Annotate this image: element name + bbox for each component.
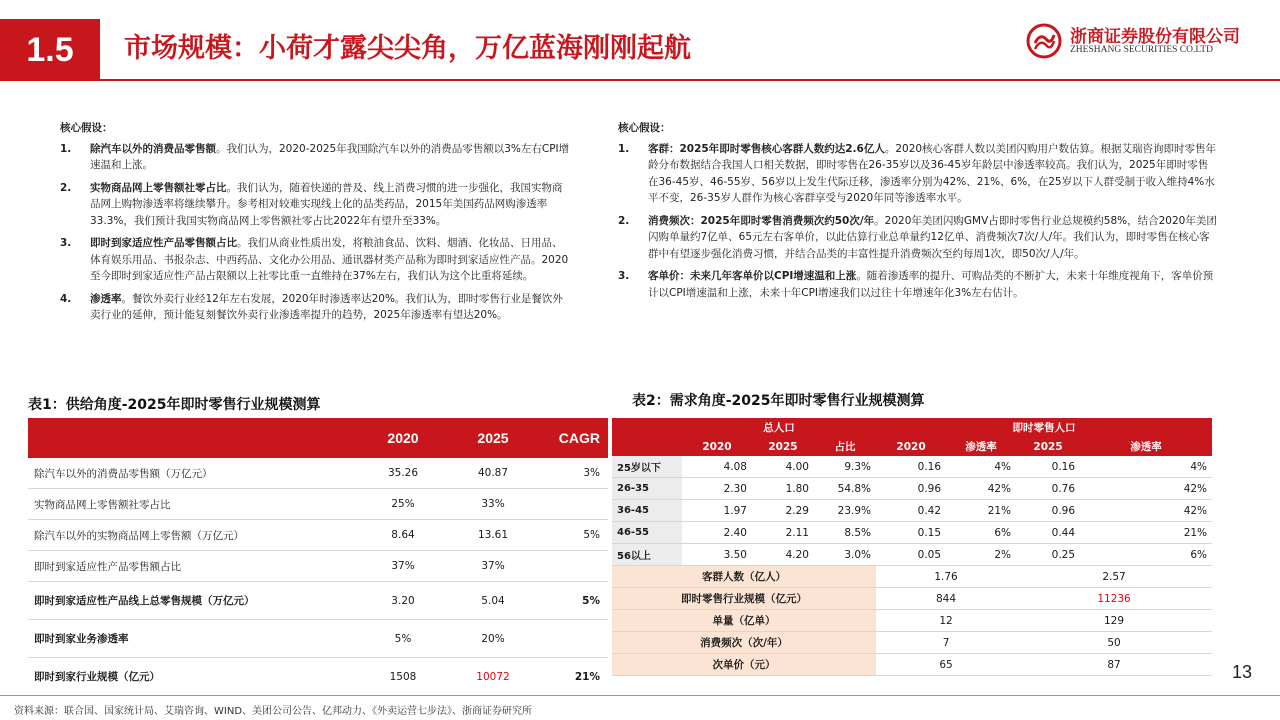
column-header: 占比 (814, 437, 876, 456)
column-header: 2025 (448, 418, 538, 458)
column-header (612, 437, 682, 456)
supply-side-table (28, 418, 608, 696)
list-item: 4. 渗透率。餐饮外卖行业经12年左右发展，2020年时渗透率达20%。我们认为，即时零售行业是餐饮外卖行业的延伸，预计能复刻餐饮外卖行业渗透率提升的趋势，2025年渗透率有望达20%。 (60, 292, 563, 321)
table-row: 即时到家适应性产品零售额占比 37% 37% (28, 551, 608, 582)
table1-caption: 表1：供给角度-2025年即时零售行业规模测算 (28, 397, 321, 413)
page-number: 13 (1232, 662, 1253, 682)
right-assumptions (618, 120, 1218, 307)
assumption-list (618, 141, 1218, 302)
table-row: 36-45 1.97 2.29 23.9% 0.42 21% 0.96 42% (612, 500, 1212, 522)
column-header: 2025 (1016, 437, 1080, 456)
table-row: 即时到家适应性产品线上总零售规模（万亿元） 3.20 5.04 5% (28, 582, 608, 620)
table-row: 即时到家行业规模（亿元） 1508 10072 21% (28, 658, 608, 696)
column-header (28, 418, 358, 458)
header-divider (100, 79, 1280, 81)
assumption-list (60, 141, 570, 324)
list-item: 1. 客群：2025年即时零售核心客群人数约达2.6亿人。2020核心客群人数以美团闪购用户数估算。根据艾瑞咨询即时零售年龄分布数据结合我国人口相关数据，即时零售在26-35岁以及36-45岁年龄层中渗透率较高。我们认为，2025年即时零售在36-45岁、46-55岁、56岁以上发生代际迁移，渗透率分别为42%、21%、6%，在25岁以下人群受制于收入维持4%水平不变，26-35岁人群作为核心客群享受与2020年同等渗透率水平。 (618, 142, 1217, 204)
table-header-row (612, 437, 1212, 456)
table-row: 25岁以下 4.08 4.00 9.3% 0.16 4% 0.16 4% (612, 456, 1212, 478)
logo-company-name-en: ZHESHANG SECURITIES CO.LTD (1070, 45, 1213, 55)
list-item: 2. 消费频次：2025年即时零售消费频次约50次/年。2020年美团闪购GMV占即时零售行业总规模约58%，结合2020年美团闪购单量约7亿单、65元左右客单价，以此估算行业总单量约12亿单、消费频次7次/人/年。我们认为，即时零售在核心客群中有望逐步强化消费习惯，并结合品类的丰富性提升消费频次至约每周1次，即50次/人/年。 (618, 214, 1217, 260)
table2-caption: 表2：需求角度-2025年即时零售行业规模测算 (632, 393, 925, 409)
column-header: 2020 (682, 437, 752, 456)
footer-divider (0, 695, 1280, 696)
assumptions-heading: 核心假设： (618, 122, 671, 134)
table-row: 46-55 2.40 2.11 8.5% 0.15 6% 0.44 21% (612, 522, 1212, 544)
column-header: CAGR (538, 418, 608, 458)
column-header (612, 418, 682, 437)
column-header: 2020 (876, 437, 946, 456)
summary-row: 即时零售行业规模（亿元） 844 11236 (612, 588, 1212, 610)
company-logo (1026, 21, 1256, 61)
list-item: 2. 实物商品网上零售额社零占比。我们认为，随着快递的普及、线上消费习惯的进一步强化，我国实物商品网上购物渗透率将继续攀升。参考相对较难实现线上化的品类药品，2015年美国药品网购渗透率33.3%，我们预计我国实物商品网上零售额社零占比2022年有望升至33%。 (60, 181, 563, 227)
list-item: 3. 客单价：未来几年客单价以CPI增速温和上涨。随着渗透率的提升、可购品类的不断扩大，未来十年维度视角下，客单价预计以CPI增速温和上涨，未来十年CPI增速我们以过往十年增速年化3%左右估计。 (618, 270, 1214, 299)
summary-row: 次单价（元） 65 87 (612, 654, 1212, 676)
column-header: 2020 (358, 418, 448, 458)
column-header: 2025 (752, 437, 814, 456)
section-number: 1.5 (0, 19, 100, 81)
demand-side-table (612, 418, 1212, 676)
left-assumptions (60, 120, 570, 330)
table-row: 56以上 3.50 4.20 3.0% 0.05 2% 0.25 6% (612, 544, 1212, 566)
summary-row: 客群人数（亿人） 1.76 2.57 (612, 566, 1212, 588)
list-item: 1. 除汽车以外的消费品零售额。我们认为，2020-2025年我国除汽车以外的消费品零售额以3%左右CPI增速温和上涨。 (60, 142, 570, 171)
column-group-header: 即时零售人口 (876, 418, 1212, 437)
table-row: 实物商品网上零售额社零占比 25% 33% (28, 489, 608, 520)
table-row: 除汽车以外的消费品零售额（万亿元） 35.26 40.87 3% (28, 458, 608, 489)
summary-row: 消费频次（次/年） 7 50 (612, 632, 1212, 654)
column-header: 渗透率 (1080, 437, 1212, 456)
table-row: 除汽车以外的实物商品网上零售额（万亿元） 8.64 13.61 5% (28, 520, 608, 551)
source-note: 资料来源：联合国、国家统计局、艾瑞咨询、WIND、美团公司公告、亿邦动力、《外卖运营七步法》、浙商证券研究所 (14, 706, 533, 717)
column-header: 渗透率 (946, 437, 1016, 456)
table-group-header-row (612, 418, 1212, 437)
column-group-header: 总人口 (682, 418, 876, 437)
assumptions-heading: 核心假设： (60, 122, 113, 134)
table-header-row (28, 418, 608, 458)
logo-company-name: 浙商证券股份有限公司 (1070, 27, 1240, 47)
table-row: 26-35 2.30 1.80 54.8% 0.96 42% 0.76 42% (612, 478, 1212, 500)
list-item: 3. 即时到家适应性产品零售额占比。我们从商业性质出发，将粮油食品、饮料、烟酒、化妆品、日用品、体育娱乐用品、书报杂志、中西药品、文化办公用品、通讯器材类产品称为即时到家适应性产品。2020至今即时到家适应性产品占限额以上社零比重一直维持在37%左右，我们认为这个比重将延续。 (60, 237, 569, 282)
table-row: 即时到家业务渗透率 5% 20% (28, 620, 608, 658)
zheshang-logo-icon (1026, 23, 1062, 59)
summary-row: 单量（亿单） 12 129 (612, 610, 1212, 632)
page-title: 市场规模：小荷才露尖尖角，万亿蓝海刚刚起航 (124, 33, 691, 64)
